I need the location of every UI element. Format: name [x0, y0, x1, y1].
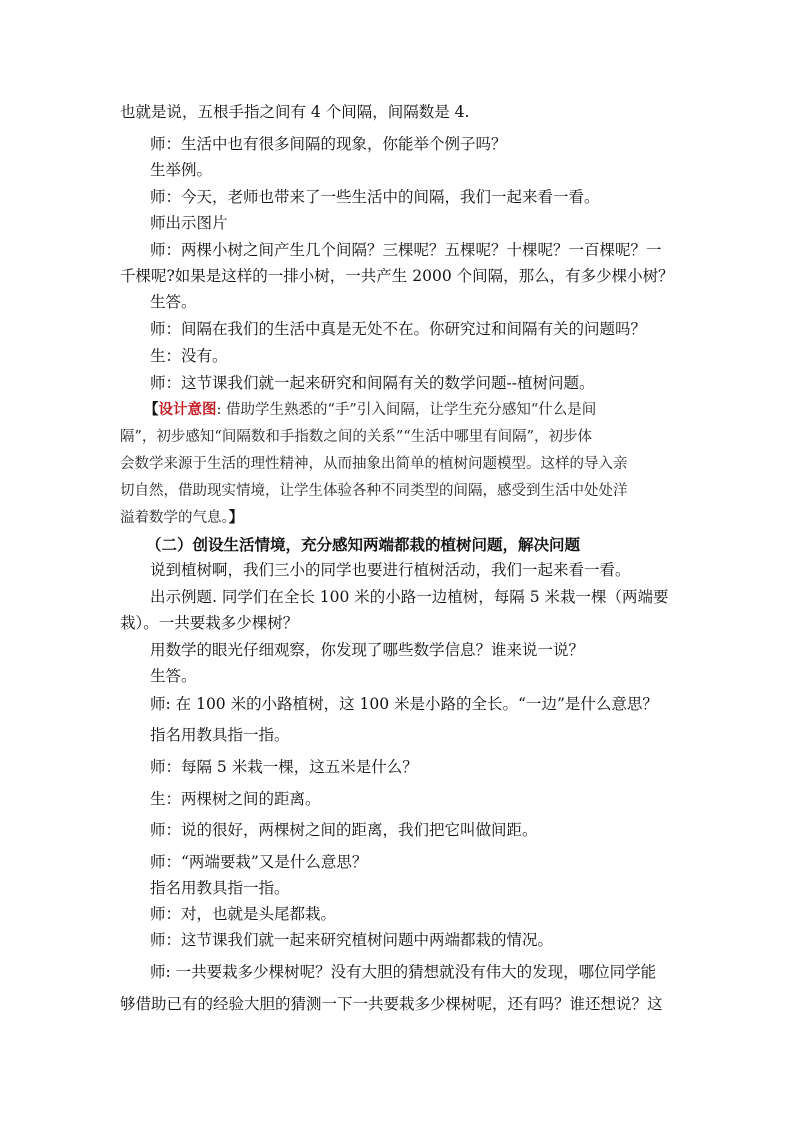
text-line: 千棵呢?如果是这样的一排小树，一共产生 2000 个间隔，那么，有多少棵小树？: [120, 267, 674, 285]
text-line: 师: 一共要栽多少棵树呢？没有大胆的猜想就没有伟大的发现，哪位同学能: [150, 963, 657, 981]
text-line: 也就是说，五根手指之间有 4 个间隔，间隔数是 4.: [120, 103, 470, 121]
text-line: 师：今天，老师也带来了一些生活中的间隔，我们一起来看一看。: [150, 188, 600, 206]
text-line: 师：说的很好，两棵树之间的距离，我们把它叫做间距。: [150, 821, 538, 839]
text-line: 生：没有。: [150, 347, 228, 365]
text-line: 生答。: [150, 293, 197, 311]
text-line: 师: 在 100 米的小路植树，这 100 米是小路的全长。“一边”是什么意思？: [150, 695, 658, 713]
text-line: 师：每隔 5 米栽一棵，这五米是什么？: [150, 758, 418, 776]
section-heading: （二）创设生活情境，充分感知两端都栽的植树问题，解决问题: [146, 535, 581, 554]
design-intent-text: 溢着数学的气息。: [120, 510, 229, 526]
text-line: 够借助已有的经验大胆的猜测一下一共要栽多少棵树呢，还有吗？谁还想说？这: [120, 995, 663, 1013]
text-line: 生举例。: [150, 161, 213, 179]
open-bracket: 【: [144, 401, 159, 418]
text-line: 师：对，也就是头尾都栽。: [150, 905, 337, 923]
text-line: 指名用教具指一指。: [150, 726, 290, 744]
text-line: 师：“两端要栽”又是什么意思？: [150, 853, 368, 871]
design-intent-text: : 借助学生熟悉的“手”引入间隔，让学生充分感知“什么是间: [216, 402, 597, 418]
design-intent-text: 会数学来源于生活的理性精神，从而抽象出简单的植树问题模型。这样的导入亲: [120, 456, 628, 472]
design-intent-text: 切自然，借助现实情境，让学生体验各种不同类型的间隔，感受到生活中处处洋: [120, 483, 628, 499]
text-line: 师：这节课我们就一起来研究和间隔有关的数学问题--植树问题。: [150, 374, 595, 392]
text-line: 说到植树啊，我们三小的同学也要进行植树活动，我们一起来看一看。: [150, 561, 631, 579]
text-line: 师出示图片: [150, 214, 228, 232]
text-line: 师：间隔在我们的生活中真是无处不在。你研究过和间隔有关的问题吗？: [150, 320, 647, 338]
text-line: 用数学的眼光仔细观察，你发现了哪些数学信息？谁来说一说？: [150, 641, 585, 659]
text-line: 师：两棵小树之间产生几个间隔？三棵呢？五棵呢？十棵呢？一百棵呢？一: [150, 241, 662, 259]
design-intent-text: 隔”，初步感知“间隔数和手指数之间的关系”“生活中哪里有间隔”，初步体: [120, 429, 593, 445]
close-bracket: 】: [228, 509, 244, 526]
text-line: 生：两棵树之间的距离。: [150, 790, 321, 808]
text-line: 师：这节课我们就一起来研究植树问题中两端都栽的情况。: [150, 931, 554, 949]
text-line: 师：生活中也有很多间隔的现象，你能举个例子吗？: [150, 135, 507, 153]
design-intent-label: 设计意图: [158, 401, 217, 418]
text-line: 出示例题. 同学们在全长 100 米的小路一边植树，每隔 5 米栽一棵（两端要: [150, 588, 669, 606]
text-line: 生答。: [150, 667, 197, 685]
text-line: 指名用教具指一指。: [150, 879, 290, 897]
text-line: 栽）。一共要栽多少棵树？: [120, 614, 299, 632]
